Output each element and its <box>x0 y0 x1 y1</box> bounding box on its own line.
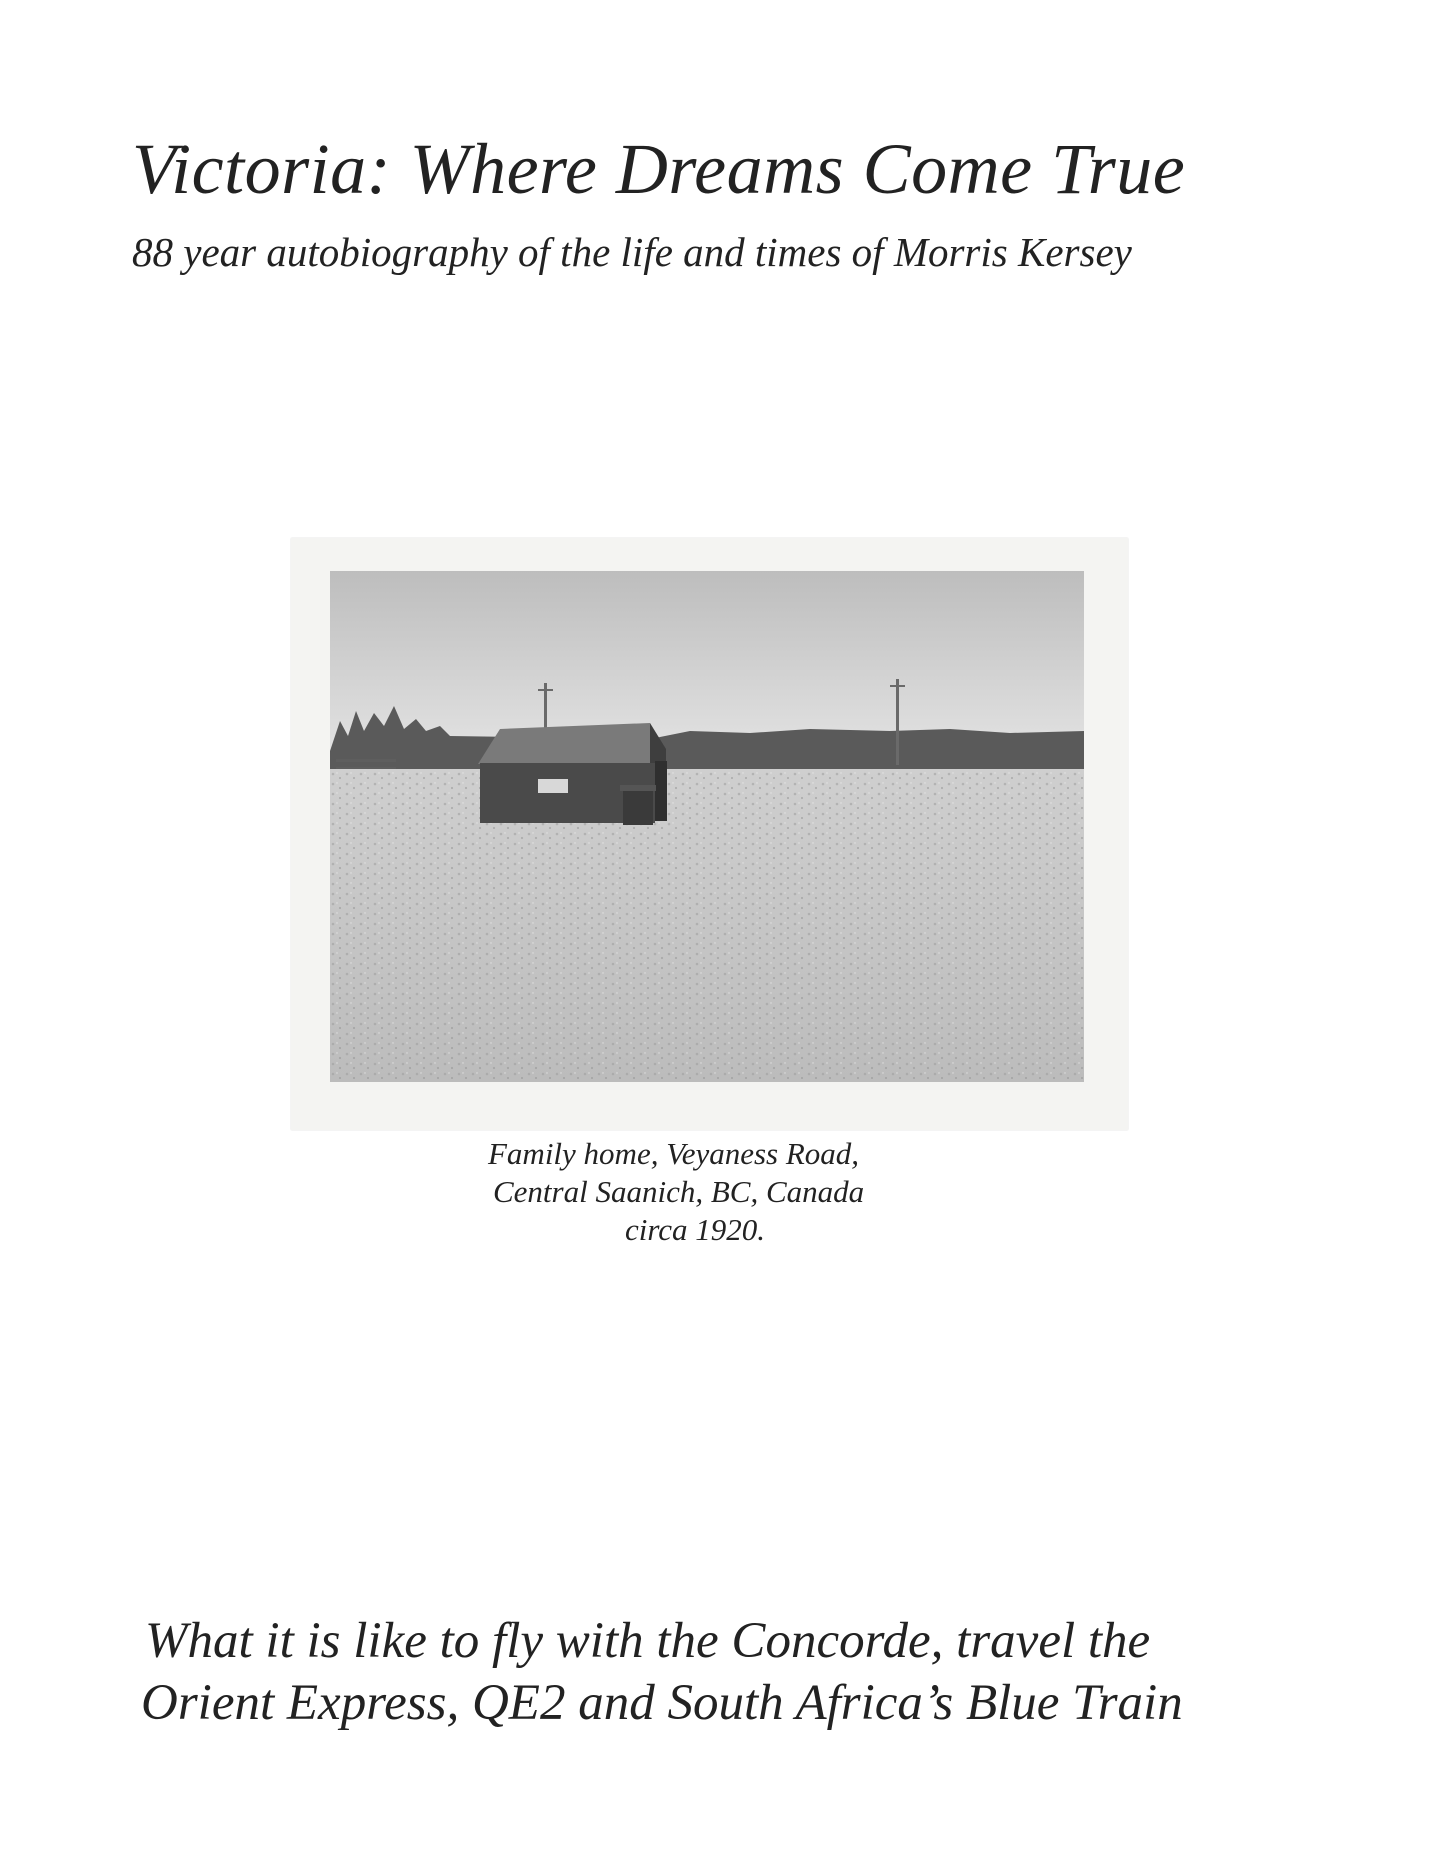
book-subtitle: 88 year autobiography of the life and times of Morris Kersey <box>132 229 1132 275</box>
book-tagline <box>141 1610 1183 1734</box>
caption-line-3: circa 1920. <box>625 1212 766 1247</box>
caption-line-2: Central Saanich, BC, Canada <box>493 1174 865 1209</box>
photo-card <box>291 538 1128 1130</box>
photo-caption <box>470 1135 940 1249</box>
book-title: Victoria: Where Dreams Come True <box>132 129 1186 209</box>
caption-line-1: Family home, Veyaness Road, <box>488 1136 860 1171</box>
tagline-line-2: Orient Express, QE2 and South Africa’s Blue Train <box>141 1675 1183 1731</box>
farmhouse-photo <box>330 571 1084 1082</box>
tagline-line-1: What it is like to fly with the Concorde, travel the <box>145 1613 1151 1669</box>
